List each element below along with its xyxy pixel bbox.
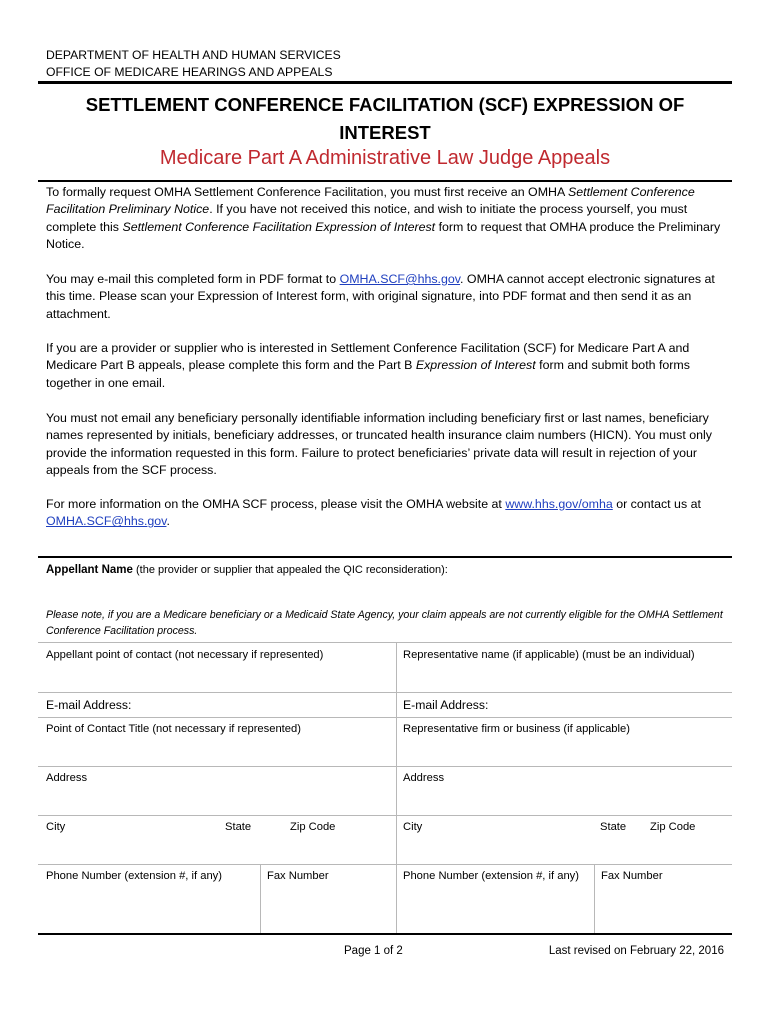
appellant-zip-field[interactable]: Zip Code: [290, 821, 336, 833]
grid-divider: [260, 864, 261, 934]
p1-text-a: To formally request OMHA Settlement Conference Facilitation, you must first receive an OMHA: [46, 185, 568, 199]
grid-line: [38, 864, 732, 865]
p1-form-name: Settlement Conference Facilitation Expression of Interest: [122, 219, 436, 234]
p3-text-c: form and submit both forms together in one email.: [46, 358, 690, 390]
header-rule: [38, 81, 732, 84]
grid-divider: [594, 864, 595, 934]
grid-line: [38, 717, 732, 718]
department-header: [46, 47, 341, 81]
p3-text-a: If you are a provider or supplier who is interested in Settlement Conference Facilitation (SCF) for Medicare Part A and Medicare Part B appeals, please complete this form and the Part B: [46, 341, 690, 373]
appellant-city-field[interactable]: City: [46, 821, 66, 833]
eligibility-note: Please note, if you are a Medicare beneficiary or a Medicaid State Agency, your claim appeals are not currently eligible for the OMHA Settlement Conference Facilitation process.: [46, 609, 723, 637]
p5-text-b: or contact us at: [612, 497, 701, 511]
appellant-name-label: Appellant Name: [46, 564, 133, 576]
appellant-state-field[interactable]: State: [225, 821, 252, 833]
grid-line: [38, 642, 732, 643]
appellant-contact-field[interactable]: Appellant point of contact (not necessary if represented): [46, 649, 324, 661]
title-rule: [38, 180, 732, 182]
p5-text-c: .: [166, 514, 170, 529]
title-line-1: SETTLEMENT CONFERENCE FACILITATION (SCF) EXPRESSION OF: [85, 94, 685, 115]
grid-divider: [396, 642, 397, 934]
intro-paragraph-5: [46, 496, 736, 531]
form-top-rule: [38, 556, 732, 558]
grid-line: [38, 766, 732, 767]
intro-paragraph-2: [46, 271, 736, 323]
contact-title-field[interactable]: Point of Contact Title (not necessary if represented): [46, 723, 301, 735]
appellant-name-field[interactable]: [46, 564, 732, 604]
representative-name-field[interactable]: Representative name (if applicable) (must be an individual): [403, 649, 695, 661]
intro-paragraph-4: You must not email any beneficiary personally identifiable information including beneficiary first or last names, beneficiary names represented by initials, beneficiary addresses, or truncated health insurance claim numbers (HICN). You must only provide the information requested in this form. Failure to protect beneficiaries’ private data will result in rejection of your appeals from the SCF process.: [46, 411, 712, 478]
p2-text-a: You may e-mail this completed form in PDF format to: [46, 272, 340, 286]
p1-text-e: form to request that OMHA produce the Preliminary Notice.: [46, 219, 721, 252]
title-line-2: INTEREST: [339, 122, 431, 143]
email-link[interactable]: OMHA.SCF@hhs.gov: [339, 272, 461, 286]
dept-line-2: OFFICE OF MEDICARE HEARINGS AND APPEALS: [46, 65, 333, 79]
contact-email-link[interactable]: OMHA.SCF@hhs.gov: [46, 514, 167, 529]
p1-text-c: . If you have not received this notice, and wish to initiate the process yourself, you must complete this: [46, 202, 688, 234]
representative-zip-field[interactable]: Zip Code: [650, 821, 696, 833]
form-bottom-rule: [38, 933, 732, 935]
representative-city-field[interactable]: City: [403, 821, 423, 833]
appellant-name-hint: (the provider or supplier that appealed the QIC reconsideration):: [132, 564, 448, 576]
p5-text-a: For more information on the OMHA SCF process, please visit the OMHA website at: [46, 497, 506, 511]
representative-email-field[interactable]: E-mail Address:: [403, 698, 489, 712]
dept-line-1: DEPARTMENT OF HEALTH AND HUMAN SERVICES: [46, 48, 341, 62]
appellant-fax-field[interactable]: Fax Number: [267, 870, 329, 882]
intro-paragraph-3: [46, 340, 736, 392]
grid-line: [38, 815, 732, 816]
appellant-address-field[interactable]: Address: [46, 772, 88, 784]
representative-phone-field[interactable]: Phone Number (extension #, if any): [403, 870, 579, 882]
page-number: Page 1 of 2: [344, 945, 403, 957]
p3-form-name: Expression of Interest: [415, 358, 536, 373]
representative-firm-field[interactable]: Representative firm or business (if applicable): [403, 723, 630, 735]
page-subtitle: Medicare Part A Administrative Law Judge Appeals: [159, 147, 611, 169]
appellant-email-field[interactable]: E-mail Address:: [46, 698, 132, 712]
representative-state-field[interactable]: State: [600, 821, 627, 833]
intro-paragraph-1: [46, 184, 736, 254]
representative-address-field[interactable]: Address: [403, 772, 445, 784]
p1-notice-name: Settlement Conference Facilitation Preliminary Notice: [46, 185, 695, 217]
grid-line: [38, 692, 732, 693]
page-title: [40, 91, 730, 147]
revision-date: Last revised on February 22, 2016: [548, 945, 724, 957]
p2-text-b: . OMHA cannot accept electronic signatures at this time. Please scan your Expression of Interest form, with original signature, into PDF format and then send it as an attachment.: [46, 272, 715, 321]
representative-fax-field[interactable]: Fax Number: [601, 870, 663, 882]
appellant-phone-field[interactable]: Phone Number (extension #, if any): [46, 870, 222, 882]
website-link[interactable]: www.hhs.gov/omha: [505, 497, 613, 511]
